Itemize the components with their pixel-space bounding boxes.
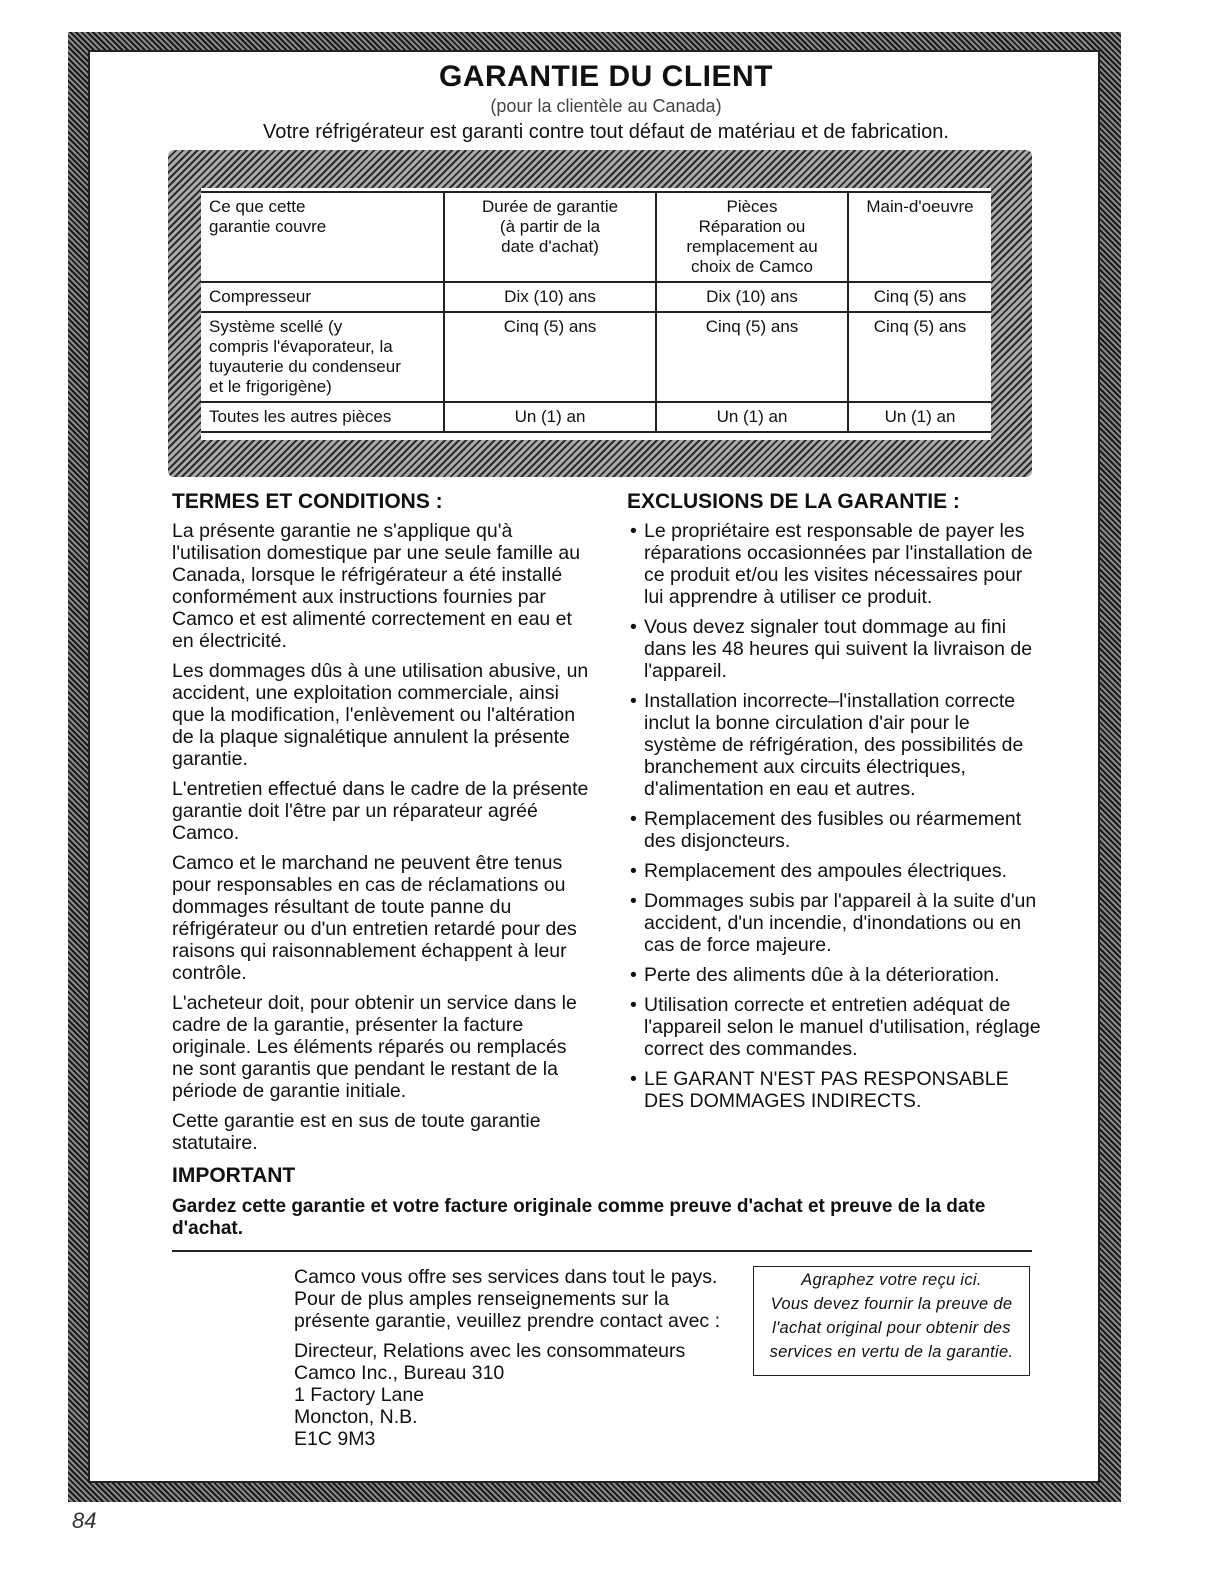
address-line: Directeur, Relations avec les consommateurs [294,1340,686,1362]
intro-text: Votre réfrigérateur est garanti contre tout défaut de matériau et de fabrication. [263,121,949,143]
header-text: Durée de garantie (à partir de la date d'achat) [481,197,619,256]
address-line: E1C 9M3 [294,1428,376,1450]
exclusion-item: • Utilisation correcte et entretien adéquat de l'appareil selon le manuel d'utilisation, réglage correct des commandes. [624,994,1044,1060]
address-line: Moncton, N.B. [294,1406,418,1428]
table-cell: Dix (10) ans [444,282,656,312]
page-number: 84 [72,1508,97,1533]
receipt-note-box [753,1266,1030,1376]
address-line: Camco Inc., Bureau 310 [294,1362,505,1384]
coverage-table [201,191,991,433]
page-title: GARANTIE DU CLIENT [439,60,773,93]
table-row [201,282,991,312]
exclusion-item: • Le propriétaire est responsable de payer les réparations occasionnées par l'installation de ce produit et/ou les visites nécessaires pour lui apprendre à utiliser ce produit. [624,520,1044,608]
table-cell: Cinq (5) ans [848,282,991,312]
table-cell: Système scellé (y compris l'évaporateur, la tuyauterie du condenseur et le frigorigène) [201,312,444,402]
table-header-cell [656,192,848,282]
table-cell: Cinq (5) ans [444,312,656,402]
exclusion-item: • LE GARANT N'EST PAS RESPONSABLE DES DOMMAGES INDIRECTS. [624,1068,1044,1112]
receipt-note-text: Vous devez fournir la preuve de l'achat original pour obtenir des services en vertu de la garantie. [769,1295,1014,1361]
contact-intro: Camco vous offre ses services dans tout le pays. Pour de plus amples renseignements sur la présente garantie, veuillez prendre contact avec : [294,1266,721,1332]
terms-paragraph: L'entretien effectué dans le cadre de la présente garantie doit l'être par un réparateur agréé Camco. [172,778,589,844]
table-cell: Un (1) an [656,402,848,432]
table-cell: Cinq (5) ans [656,312,848,402]
table-cell: Cinq (5) ans [848,312,991,402]
exclusion-item: • Dommages subis par l'appareil à la suite d'un accident, d'un incendie, d'inondations ou en cas de force majeure. [624,890,1044,956]
important-text: Gardez cette garantie et votre facture originale comme preuve d'achat et preuve de la date d'achat. [172,1196,986,1239]
table-cell: Toutes les autres pièces [201,402,444,432]
terms-heading: TERMES ET CONDITIONS : [172,490,443,513]
receipt-note-title: Agraphez votre reçu ici. [801,1271,982,1289]
table-cell: Dix (10) ans [656,282,848,312]
exclusion-item: • Remplacement des ampoules électriques. [624,860,1044,882]
table-cell: Un (1) an [848,402,991,432]
page-subtitle: (pour la clientèle au Canada) [490,96,722,116]
address-line: 1 Factory Lane [294,1384,425,1406]
header-text: Ce que cette garantie couvre [209,197,327,236]
table-header-cell [848,192,991,282]
terms-paragraph: Camco et le marchand ne peuvent être tenus pour responsables en cas de réclamations ou dommages résultant de toute panne du réfrigérateur ou d'un entretien retardé pour des raisons qui raisonnablement échappent à leur contrôle. [172,852,577,984]
exclusion-item: • Vous devez signaler tout dommage au fini dans les 48 heures qui suivent la livraison de l'appareil. [624,616,1044,682]
exclusion-item: • Remplacement des fusibles ou réarmement des disjoncteurs. [624,808,1044,852]
contact-block [294,1266,734,1450]
table-header-cell [201,192,444,282]
header-text: Main-d'oeuvre [866,197,974,216]
table-cell: Un (1) an [444,402,656,432]
table-row [201,402,991,432]
terms-column [172,520,592,1162]
table-header-row [201,192,991,282]
terms-paragraph: La présente garantie ne s'applique qu'à l'utilisation domestique par une seule famille au Canada, lorsque le réfrigérateur a été installé conformément aux instructions fournies par Camco et est alimenté correctement en eau et en électricité. [172,520,581,652]
exclusions-column [624,520,1044,1120]
table-header-cell [444,192,656,282]
table-row [201,312,991,402]
table-cell: Compresseur [201,282,444,312]
header-text: Pièces Réparation ou remplacement au choix de Camco [686,197,818,276]
terms-paragraph: L'acheteur doit, pour obtenir un service dans le cadre de la garantie, présenter la facture originale. Les éléments réparés ou remplacés ne sont garantis que pendant le restant de la période de garantie initiale. [172,992,577,1102]
terms-paragraph: Les dommages dûs à une utilisation abusive, un accident, une exploitation commerciale, ainsi que la modification, l'enlèvement ou l'altération de la plaque signalétique annulent la présente garantie. [172,660,589,770]
exclusion-item: • Installation incorrecte–l'installation correcte inclut la bonne circulation d'air pour le système de réfrigération, des possibilités de branchement aux circuits électriques, d'alimentation en eau et autres. [624,690,1044,800]
exclusion-item: • Perte des aliments dûe à la déterioration. [624,964,1044,986]
exclusions-heading: EXCLUSIONS DE LA GARANTIE : [627,490,960,513]
divider [172,1250,1032,1252]
important-heading: IMPORTANT [172,1164,296,1187]
terms-paragraph: Cette garantie est en sus de toute garantie statutaire. [172,1110,541,1154]
